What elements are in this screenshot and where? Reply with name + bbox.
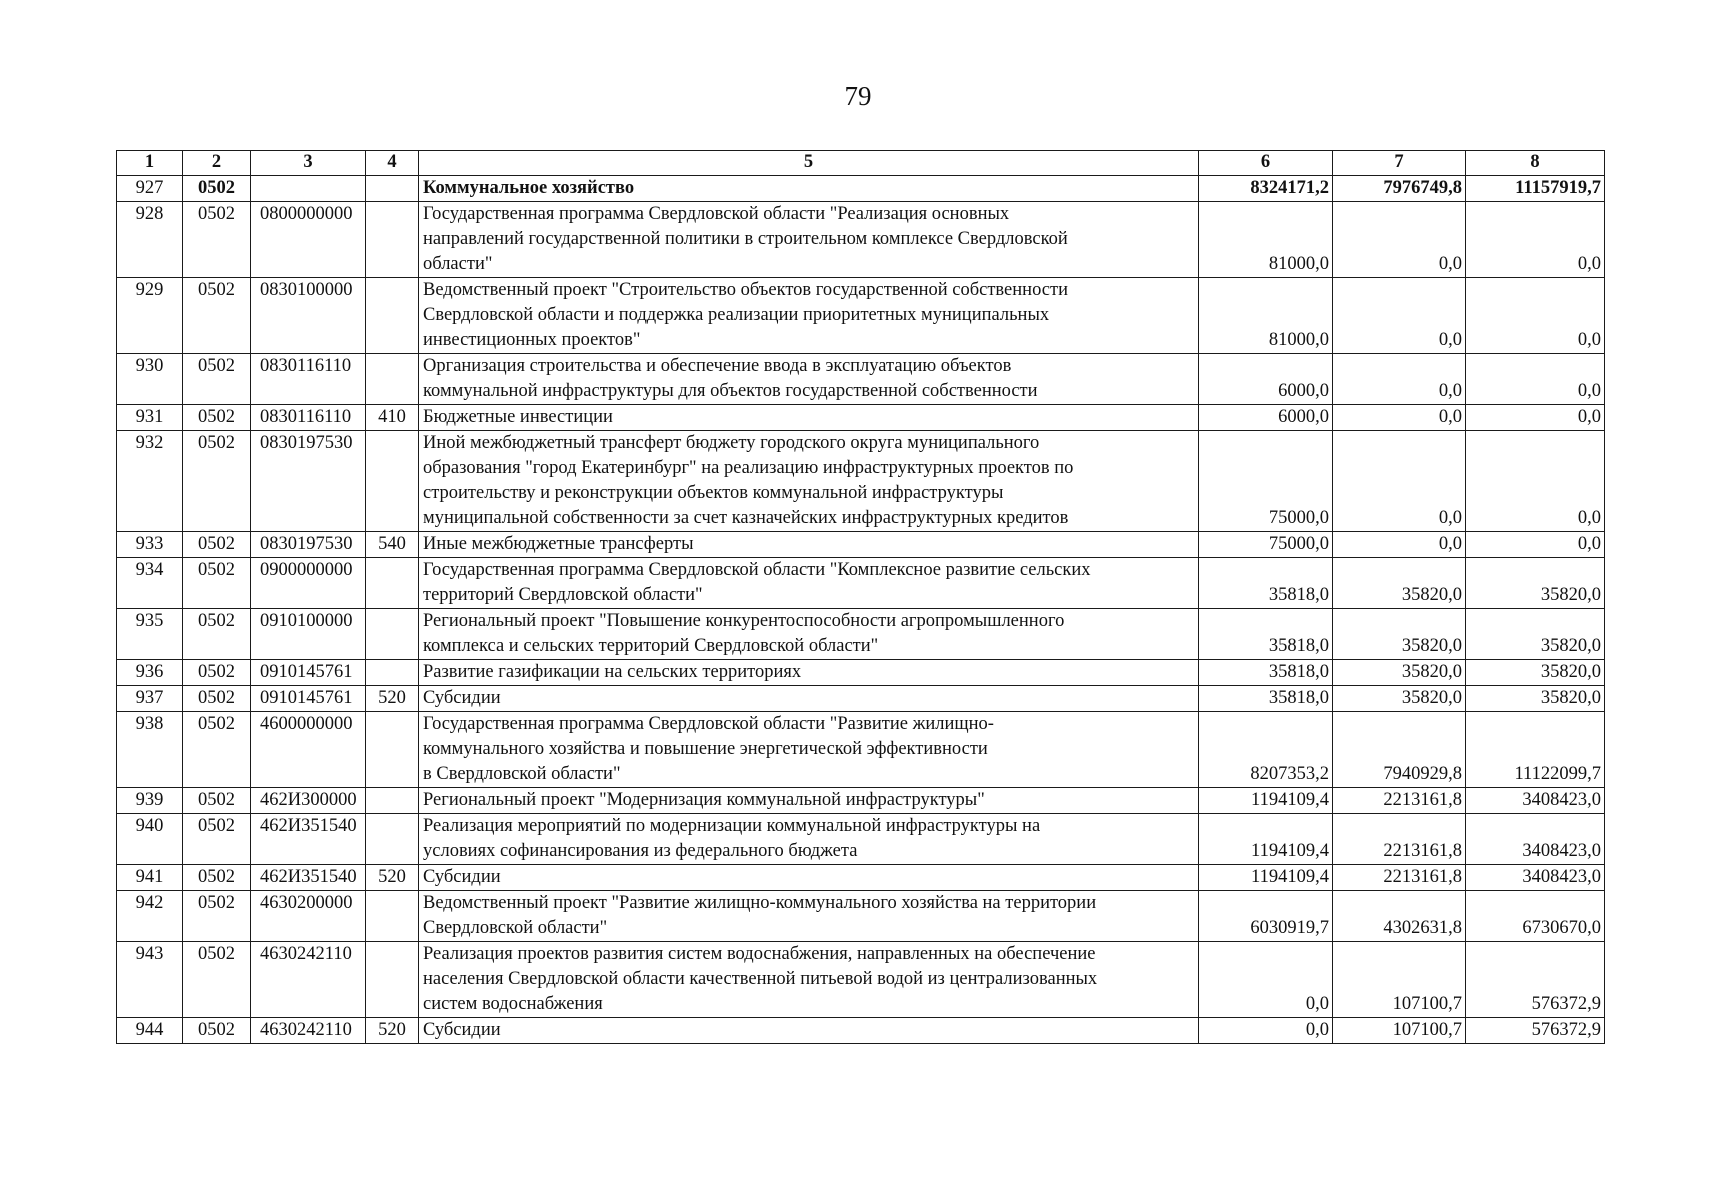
item-name-line: Ведомственный проект "Строительство объектов государственной собственности xyxy=(423,280,1068,300)
amount-cell-8: 11157919,7 xyxy=(1466,176,1605,202)
row-number-cell: 932 xyxy=(117,431,183,532)
item-name-line: Организация строительства и обеспечение ввода в эксплуатацию объектов xyxy=(423,356,1012,376)
amount-cell-6: 75000,0 xyxy=(1199,532,1333,558)
amount-cell-8: 3408423,0 xyxy=(1466,788,1605,814)
table-row xyxy=(117,865,1605,891)
amount-cell-8: 0,0 xyxy=(1466,202,1605,278)
table-row xyxy=(117,176,1605,202)
item-name-cell xyxy=(419,712,1199,788)
amount-cell-6: 35818,0 xyxy=(1199,558,1333,609)
amount-cell-8: 0,0 xyxy=(1466,431,1605,532)
item-name-cell xyxy=(419,891,1199,942)
target-code-cell: 4630200000 xyxy=(251,891,366,942)
expense-type-cell xyxy=(366,609,419,660)
item-name-line: Государственная программа Свердловской области "Реализация основных xyxy=(423,204,1010,224)
section-code-cell: 0502 xyxy=(183,942,251,1018)
item-name-line: Государственная программа Свердловской области "Развитие жилищно- xyxy=(423,714,994,734)
section-code-cell: 0502 xyxy=(183,532,251,558)
item-name-cell xyxy=(419,278,1199,354)
amount-cell-6: 81000,0 xyxy=(1199,278,1333,354)
amount-cell-8: 0,0 xyxy=(1466,532,1605,558)
amount-cell-8: 35820,0 xyxy=(1466,660,1605,686)
target-code-cell: 0830197530 xyxy=(251,431,366,532)
item-name-line: Иные межбюджетные трансферты xyxy=(423,534,694,554)
table-row xyxy=(117,431,1605,532)
row-number-cell: 936 xyxy=(117,660,183,686)
amount-cell-8: 35820,0 xyxy=(1466,609,1605,660)
amount-cell-8: 3408423,0 xyxy=(1466,865,1605,891)
expense-type-cell xyxy=(366,891,419,942)
expense-type-cell xyxy=(366,431,419,532)
amount-cell-7: 7976749,8 xyxy=(1333,176,1466,202)
budget-table xyxy=(116,150,1605,1044)
item-name-line: Бюджетные инвестиции xyxy=(423,407,613,427)
amount-cell-7: 2213161,8 xyxy=(1333,814,1466,865)
item-name-line: образования "город Екатеринбург" на реализацию инфраструктурных проектов по xyxy=(423,458,1074,478)
amount-cell-7: 0,0 xyxy=(1333,278,1466,354)
expense-type-cell xyxy=(366,942,419,1018)
item-name-cell xyxy=(419,660,1199,686)
row-number-cell: 930 xyxy=(117,354,183,405)
target-code-cell: 0910145761 xyxy=(251,660,366,686)
item-name-line: коммунального хозяйства и повышение энергетической эффективности xyxy=(423,739,988,759)
row-number-cell: 934 xyxy=(117,558,183,609)
amount-cell-7: 0,0 xyxy=(1333,202,1466,278)
expense-type-cell: 540 xyxy=(366,532,419,558)
expense-type-cell xyxy=(366,660,419,686)
expense-type-cell: 520 xyxy=(366,686,419,712)
section-code-cell: 0502 xyxy=(183,660,251,686)
row-number-cell: 937 xyxy=(117,686,183,712)
amount-cell-7: 0,0 xyxy=(1333,532,1466,558)
item-name-line: территорий Свердловской области" xyxy=(423,585,703,605)
table-row xyxy=(117,202,1605,278)
table-row xyxy=(117,354,1605,405)
table-row xyxy=(117,942,1605,1018)
target-code-cell: 0830116110 xyxy=(251,405,366,431)
item-name-cell xyxy=(419,202,1199,278)
target-code-cell: 0830116110 xyxy=(251,354,366,405)
row-number-cell: 944 xyxy=(117,1018,183,1044)
expense-type-cell xyxy=(366,202,419,278)
item-name-line: Развитие газификации на сельских территориях xyxy=(423,662,802,682)
item-name-line: Свердловской области" xyxy=(423,918,608,938)
item-name-line: условиях софинансирования из федерального бюджета xyxy=(423,841,858,861)
item-name-line: Субсидии xyxy=(423,1020,501,1040)
target-code-cell: 4630242110 xyxy=(251,942,366,1018)
amount-cell-6: 6000,0 xyxy=(1199,354,1333,405)
amount-cell-6: 8207353,2 xyxy=(1199,712,1333,788)
expense-type-cell: 520 xyxy=(366,865,419,891)
row-number-cell: 938 xyxy=(117,712,183,788)
row-number-cell: 940 xyxy=(117,814,183,865)
amount-cell-6: 6030919,7 xyxy=(1199,891,1333,942)
amount-cell-6: 1194109,4 xyxy=(1199,865,1333,891)
expense-type-cell xyxy=(366,354,419,405)
amount-cell-6: 81000,0 xyxy=(1199,202,1333,278)
amount-cell-6: 0,0 xyxy=(1199,1018,1333,1044)
row-number-cell: 928 xyxy=(117,202,183,278)
amount-cell-6: 35818,0 xyxy=(1199,609,1333,660)
item-name-cell xyxy=(419,176,1199,202)
item-name-line: Коммунальное хозяйство xyxy=(423,178,635,198)
expense-type-cell xyxy=(366,176,419,202)
row-number-cell: 935 xyxy=(117,609,183,660)
amount-cell-6: 6000,0 xyxy=(1199,405,1333,431)
header-cell: 8 xyxy=(1466,151,1605,176)
expense-type-cell xyxy=(366,814,419,865)
amount-cell-7: 2213161,8 xyxy=(1333,788,1466,814)
item-name-line: строительству и реконструкции объектов коммунальной инфраструктуры xyxy=(423,483,1004,503)
item-name-line: Субсидии xyxy=(423,867,501,887)
section-code-cell: 0502 xyxy=(183,176,251,202)
item-name-line: направлений государственной политики в строительном комплексе Свердловской xyxy=(423,229,1068,249)
item-name-line: муниципальной собственности за счет казначейских инфраструктурных кредитов xyxy=(423,508,1069,528)
amount-cell-8: 3408423,0 xyxy=(1466,814,1605,865)
expense-type-cell: 410 xyxy=(366,405,419,431)
item-name-line: Реализация мероприятий по модернизации коммунальной инфраструктуры на xyxy=(423,816,1041,836)
item-name-line: населения Свердловской области качественной питьевой водой из централизованных xyxy=(423,969,1098,989)
row-number-cell: 933 xyxy=(117,532,183,558)
section-code-cell: 0502 xyxy=(183,278,251,354)
section-code-cell: 0502 xyxy=(183,891,251,942)
header-cell: 3 xyxy=(251,151,366,176)
section-code-cell: 0502 xyxy=(183,202,251,278)
row-number-cell: 942 xyxy=(117,891,183,942)
section-code-cell: 0502 xyxy=(183,1018,251,1044)
item-name-cell xyxy=(419,942,1199,1018)
section-code-cell: 0502 xyxy=(183,686,251,712)
target-code-cell: 4630242110 xyxy=(251,1018,366,1044)
item-name-line: инвестиционных проектов" xyxy=(423,330,641,350)
amount-cell-8: 35820,0 xyxy=(1466,686,1605,712)
item-name-line: Региональный проект "Повышение конкурентоспособности агропромышленного xyxy=(423,611,1065,631)
amount-cell-8: 11122099,7 xyxy=(1466,712,1605,788)
item-name-line: Реализация проектов развития систем водоснабжения, направленных на обеспечение xyxy=(423,944,1096,964)
amount-cell-8: 35820,0 xyxy=(1466,558,1605,609)
amount-cell-7: 0,0 xyxy=(1333,405,1466,431)
expense-type-cell xyxy=(366,712,419,788)
amount-cell-6: 0,0 xyxy=(1199,942,1333,1018)
expense-type-cell: 520 xyxy=(366,1018,419,1044)
amount-cell-7: 35820,0 xyxy=(1333,558,1466,609)
item-name-cell xyxy=(419,354,1199,405)
row-number-cell: 927 xyxy=(117,176,183,202)
amount-cell-6: 8324171,2 xyxy=(1199,176,1333,202)
amount-cell-8: 576372,9 xyxy=(1466,942,1605,1018)
table-row xyxy=(117,814,1605,865)
item-name-line: систем водоснабжения xyxy=(423,994,603,1014)
section-code-cell: 0502 xyxy=(183,788,251,814)
item-name-cell xyxy=(419,1018,1199,1044)
amount-cell-7: 107100,7 xyxy=(1333,942,1466,1018)
table-row xyxy=(117,278,1605,354)
table-row xyxy=(117,712,1605,788)
amount-cell-6: 75000,0 xyxy=(1199,431,1333,532)
item-name-cell xyxy=(419,814,1199,865)
section-code-cell: 0502 xyxy=(183,558,251,609)
section-code-cell: 0502 xyxy=(183,405,251,431)
amount-cell-7: 35820,0 xyxy=(1333,686,1466,712)
expense-type-cell xyxy=(366,558,419,609)
item-name-line: Свердловской области и поддержка реализации приоритетных муниципальных xyxy=(423,305,1050,325)
item-name-line: Иной межбюджетный трансферт бюджету городского округа муниципального xyxy=(423,433,1040,453)
table-row xyxy=(117,788,1605,814)
table-row xyxy=(117,532,1605,558)
table-row xyxy=(117,405,1605,431)
amount-cell-7: 4302631,8 xyxy=(1333,891,1466,942)
section-code-cell: 0502 xyxy=(183,814,251,865)
page-number: 79 xyxy=(844,81,872,111)
row-number-cell: 931 xyxy=(117,405,183,431)
amount-cell-8: 0,0 xyxy=(1466,405,1605,431)
item-name-line: в Свердловской области" xyxy=(423,764,621,784)
expense-type-cell xyxy=(366,278,419,354)
expense-type-cell xyxy=(366,788,419,814)
amount-cell-7: 0,0 xyxy=(1333,354,1466,405)
amount-cell-7: 35820,0 xyxy=(1333,609,1466,660)
row-number-cell: 941 xyxy=(117,865,183,891)
row-number-cell: 939 xyxy=(117,788,183,814)
target-code-cell: 462И300000 xyxy=(251,788,366,814)
amount-cell-8: 0,0 xyxy=(1466,278,1605,354)
header-row xyxy=(117,151,1605,176)
amount-cell-8: 576372,9 xyxy=(1466,1018,1605,1044)
item-name-cell xyxy=(419,558,1199,609)
row-number-cell: 943 xyxy=(117,942,183,1018)
section-code-cell: 0502 xyxy=(183,354,251,405)
header-cell: 2 xyxy=(183,151,251,176)
item-name-cell xyxy=(419,788,1199,814)
item-name-line: Региональный проект "Модернизация коммунальной инфраструктуры" xyxy=(423,790,985,810)
item-name-cell xyxy=(419,865,1199,891)
table-row xyxy=(117,558,1605,609)
item-name-cell xyxy=(419,431,1199,532)
table-row xyxy=(117,660,1605,686)
amount-cell-8: 0,0 xyxy=(1466,354,1605,405)
table-row xyxy=(117,1018,1605,1044)
target-code-cell: 4600000000 xyxy=(251,712,366,788)
target-code-cell: 0900000000 xyxy=(251,558,366,609)
amount-cell-6: 35818,0 xyxy=(1199,660,1333,686)
header-cell: 4 xyxy=(366,151,419,176)
target-code-cell: 0910145761 xyxy=(251,686,366,712)
table-row xyxy=(117,609,1605,660)
target-code-cell: 0830100000 xyxy=(251,278,366,354)
target-code-cell: 0910100000 xyxy=(251,609,366,660)
table-row xyxy=(117,686,1605,712)
amount-cell-6: 1194109,4 xyxy=(1199,788,1333,814)
target-code-cell: 0830197530 xyxy=(251,532,366,558)
amount-cell-7: 0,0 xyxy=(1333,431,1466,532)
target-code-cell: 0800000000 xyxy=(251,202,366,278)
header-cell: 6 xyxy=(1199,151,1333,176)
header-cell: 7 xyxy=(1333,151,1466,176)
section-code-cell: 0502 xyxy=(183,609,251,660)
header-cell: 5 xyxy=(419,151,1199,176)
amount-cell-6: 1194109,4 xyxy=(1199,814,1333,865)
section-code-cell: 0502 xyxy=(183,431,251,532)
amount-cell-7: 107100,7 xyxy=(1333,1018,1466,1044)
section-code-cell: 0502 xyxy=(183,712,251,788)
item-name-line: Ведомственный проект "Развитие жилищно-коммунального хозяйства на территории xyxy=(423,893,1097,913)
item-name-line: области" xyxy=(423,254,493,274)
target-code-cell: 462И351540 xyxy=(251,814,366,865)
amount-cell-6: 35818,0 xyxy=(1199,686,1333,712)
item-name-line: комплекса и сельских территорий Свердловской области" xyxy=(423,636,879,656)
item-name-cell xyxy=(419,686,1199,712)
item-name-line: Государственная программа Свердловской области "Комплексное развитие сельских xyxy=(423,560,1091,580)
item-name-cell xyxy=(419,405,1199,431)
row-number-cell: 929 xyxy=(117,278,183,354)
amount-cell-8: 6730670,0 xyxy=(1466,891,1605,942)
item-name-line: Субсидии xyxy=(423,688,501,708)
table-body xyxy=(117,176,1605,1044)
target-code-cell xyxy=(251,176,366,202)
header-cell: 1 xyxy=(117,151,183,176)
amount-cell-7: 7940929,8 xyxy=(1333,712,1466,788)
item-name-cell xyxy=(419,609,1199,660)
amount-cell-7: 2213161,8 xyxy=(1333,865,1466,891)
item-name-line: коммунальной инфраструктуры для объектов государственной собственности xyxy=(423,381,1038,401)
amount-cell-7: 35820,0 xyxy=(1333,660,1466,686)
item-name-cell xyxy=(419,532,1199,558)
target-code-cell: 462И351540 xyxy=(251,865,366,891)
section-code-cell: 0502 xyxy=(183,865,251,891)
table-row xyxy=(117,891,1605,942)
